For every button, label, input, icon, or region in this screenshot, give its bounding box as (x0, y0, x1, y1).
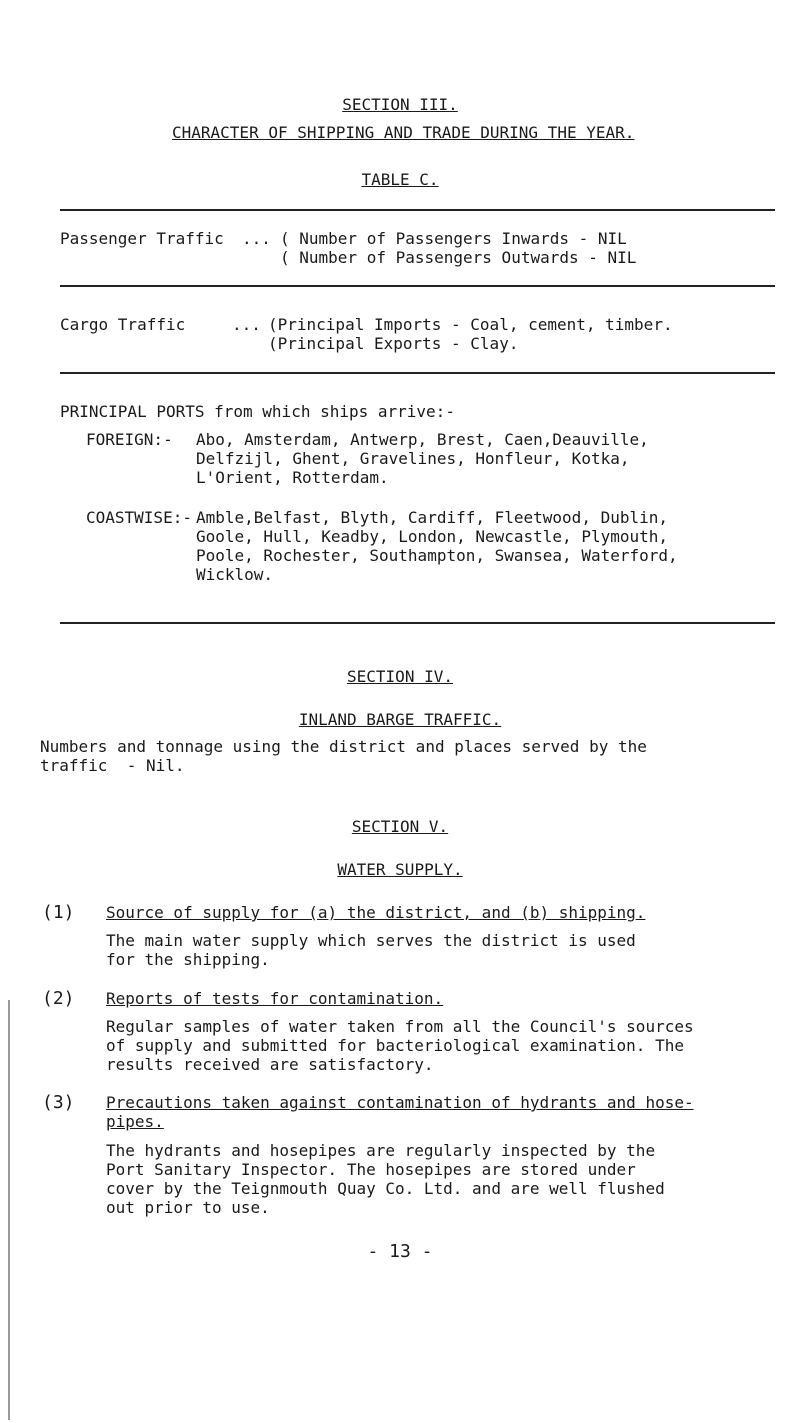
table-c-label: TABLE C. (361, 170, 439, 189)
section-3-heading: SECTION III. (342, 95, 458, 114)
scan-margin-line (8, 1000, 10, 1420)
section-4-subheading: INLAND BARGE TRAFFIC. (298, 710, 502, 729)
coastwise-ports-line: Poole, Rochester, Southampton, Swansea, Waterford, (196, 546, 678, 565)
coastwise-label: COASTWISE:- (86, 508, 192, 527)
foreign-label: FOREIGN:- (86, 430, 173, 449)
section-4-heading: SECTION IV. (347, 667, 453, 686)
principal-imports: (Principal Imports - Coal, cement, timber. (268, 315, 673, 334)
item-2-body-line: of supply and submitted for bacteriological examination. The (106, 1036, 684, 1055)
item-3-title-continued: pipes. (106, 1112, 164, 1131)
item-3-body-line: Port Sanitary Inspector. The hosepipes are stored under (106, 1160, 636, 1179)
item-3-body-line: out prior to use. (106, 1198, 270, 1217)
cargo-dots: ... (232, 315, 261, 334)
principal-ports-heading: PRINCIPAL PORTS from which ships arrive:- (60, 402, 455, 421)
passengers-inwards: ( Number of Passengers Inwards - NIL (280, 229, 627, 248)
coastwise-ports-line: Goole, Hull, Keadby, London, Newcastle, Plymouth, (196, 527, 669, 546)
page-number: - 13 - (367, 1241, 433, 1262)
item-2-title: Reports of tests for contamination. (106, 989, 444, 1008)
item-3-title: Precautions taken against contamination of hydrants and hose- (106, 1093, 694, 1112)
passenger-traffic-label: Passenger Traffic (60, 229, 224, 248)
rule-cargo (60, 372, 775, 374)
cargo-traffic-label: Cargo Traffic (60, 315, 186, 334)
section-5-subheading: WATER SUPPLY. (337, 860, 463, 879)
rule-ports (60, 622, 775, 624)
section-3-subheading: CHARACTER OF SHIPPING AND TRADE DURING THE YEAR. (172, 123, 635, 142)
principal-exports: (Principal Exports - Clay. (268, 334, 519, 353)
item-3-body-line: The hydrants and hosepipes are regularly inspected by the (106, 1141, 656, 1160)
item-2-number: (2) (42, 988, 75, 1009)
foreign-ports-line: Abo, Amsterdam, Antwerp, Brest, Caen,Deauville, (196, 430, 649, 449)
rule-top (60, 209, 775, 211)
item-1-body-line: The main water supply which serves the district is used (106, 931, 636, 950)
coastwise-ports-line: Wicklow. (196, 565, 274, 584)
section-4-text-line: Numbers and tonnage using the district and places served by the (40, 737, 647, 756)
passenger-dots: ... (242, 229, 271, 248)
item-3-body-line: cover by the Teignmouth Quay Co. Ltd. and are well flushed (106, 1179, 665, 1198)
passengers-outwards: ( Number of Passengers Outwards - NIL (280, 248, 637, 267)
item-2-body-line: results received are satisfactory. (106, 1055, 434, 1074)
section-5-heading: SECTION V. (351, 817, 449, 836)
item-1-title: Source of supply for (a) the district, and (b) shipping. (106, 903, 646, 922)
item-2-body-line: Regular samples of water taken from all the Council's sources (106, 1017, 694, 1036)
item-1-number: (1) (42, 902, 75, 923)
item-1-body-line: for the shipping. (106, 950, 270, 969)
item-3-number: (3) (42, 1092, 75, 1113)
foreign-ports-line: L'Orient, Rotterdam. (196, 468, 389, 487)
section-4-text-line: traffic - Nil. (40, 756, 185, 775)
rule-passenger (60, 285, 775, 287)
foreign-ports-line: Delfzijl, Ghent, Gravelines, Honfleur, Kotka, (196, 449, 630, 468)
coastwise-ports-line: Amble,Belfast, Blyth, Cardiff, Fleetwood, Dublin, (196, 508, 669, 527)
